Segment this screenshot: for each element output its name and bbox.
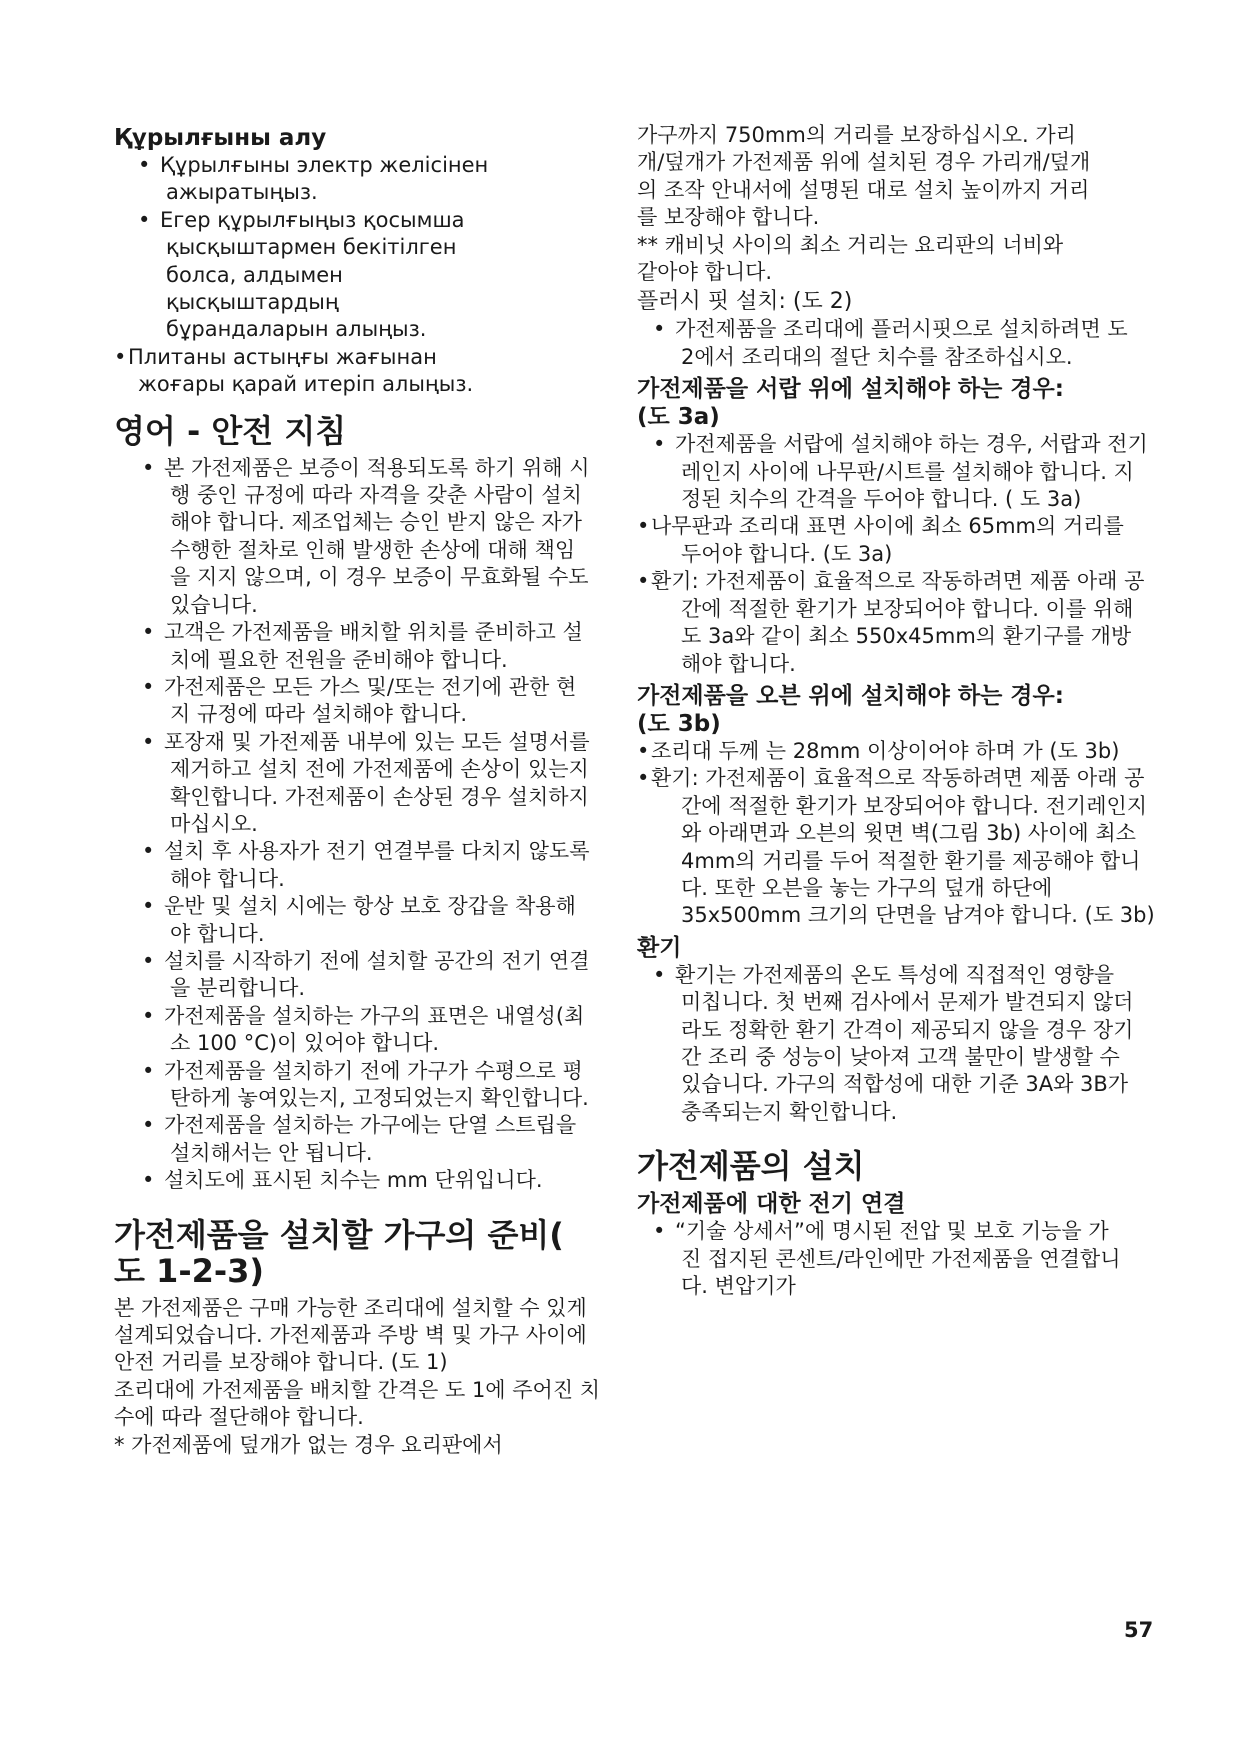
safety-list bbox=[114, 455, 594, 1195]
ventilation-title: 환기 bbox=[637, 934, 682, 961]
furniture-prep-title: 가전제품을 설치할 가구의 준비( 도 1-2-3) bbox=[114, 1215, 564, 1290]
right-column bbox=[637, 123, 1155, 1300]
kz-section-title: Құрылғыны алу bbox=[114, 125, 327, 151]
list-item: • Құрылғыны электр желісінен ажыратыңыз. bbox=[138, 153, 489, 205]
list-item: • 가전제품을 설치하는 가구에는 단열 스트립을 설치해서는 안 됩니다. bbox=[142, 1113, 577, 1165]
list-item: •Плитаны астыңғы жағынан жоғары қарай итеріп алыңыз. bbox=[114, 344, 474, 397]
list-item: • 포장재 및 가전제품 내부에 있는 모든 설명서를 제거하고 설치 전에 가전제품에 손상이 있는지 확인합니다. 가전제품이 손상된 경우 설치하지 마십시오. bbox=[142, 729, 590, 836]
drawer-install-title: 가전제품을 서랍 위에 설치해야 하는 경우: (도 3a) bbox=[637, 376, 1064, 431]
flush-fit-title: 플러시 핏 설치: (도 2) bbox=[637, 289, 853, 315]
list-item: • 가전제품은 모든 가스 및/또는 전기에 관한 현지 규정에 따라 설치해야 합니다. bbox=[142, 674, 577, 727]
list-item: • 본 가전제품은 보증이 적용되도록 하기 위해 시행 중인 규정에 따라 자격을 갖춘 사람이 설치해야 합니다. 제조업체는 승인 받지 않은 자가 수행한 절차로 인해 발생한 손상에 대해 책임을 지지 않으며, 이 경우 보증이 무효화될 수도 있습니다. bbox=[142, 455, 590, 617]
list-item: • 가전제품을 설치하는 가구의 표면은 내열성(최소 100 °C)이 있어야 합니다. bbox=[142, 1003, 585, 1056]
list-item: •조리대 두께 는 28mm 이상이어야 하며 가 (도 3b) bbox=[637, 738, 1120, 763]
paragraph: * 가전제품에 덮개가 없는 경우 요리판에서 bbox=[114, 1432, 503, 1457]
list-item: • 운반 및 설치 시에는 항상 보호 장갑을 착용해야 합니다. bbox=[142, 894, 576, 946]
paragraph: 본 가전제품은 구매 가능한 조리대에 설치할 수 있게 설계되었습니다. 가전제품과 주방 벽 및 가구 사이에 안전 거리를 보장해야 합니다. (도 1) bbox=[114, 1295, 587, 1375]
paragraph: 가구까지 750mm의 거리를 보장하십시오. 가리개/덮개가 가전제품 위에 설치된 경우 가리개/덮개의 조작 안내서에 설명된 대로 설치 높이까지 거리를 보장해야 합니다. bbox=[637, 123, 1091, 230]
list-item: •나무판과 조리대 표면 사이에 최소 65mm의 거리를 두어야 합니다. (도 3a) bbox=[637, 514, 1124, 566]
oven-install-title: 가전제품을 오븐 위에 설치해야 하는 경우: (도 3b) bbox=[637, 682, 1064, 737]
paragraph: 조리대에 가전제품을 배치할 간격은 도 1에 주어진 치수에 따라 절단해야 합니다. bbox=[114, 1377, 601, 1430]
list-item: • 설치 후 사용자가 전기 연결부를 다치지 않도록 해야 합니다. bbox=[142, 839, 590, 891]
list-item: •환기: 가전제품이 효율적으로 작동하려면 제품 아래 공간에 적절한 환기가 보장되어야 합니다. 이를 위해 도 3a와 같이 최소 550x45mm의 환기구를 개방해야 합니다. bbox=[637, 569, 1145, 676]
left-column bbox=[114, 124, 614, 1459]
paragraph: ** 캐비닛 사이의 최소 거리는 요리판의 너비와 같아야 합니다. bbox=[637, 232, 1064, 285]
page-number: 57 bbox=[1124, 1618, 1154, 1642]
list-item: • “기술 상세서”에 명시된 전압 및 보호 기능을 가진 접지된 콘센트/라인에만 가전제품을 연결합니다. 변압기가 bbox=[653, 1219, 1121, 1298]
list-item: • 설치를 시작하기 전에 설치할 공간의 전기 연결을 분리합니다. bbox=[142, 948, 590, 1001]
list-item: • 환기는 가전제품의 온도 특성에 직접적인 영향을 미칩니다. 첫 번째 검사에서 문제가 발견되지 않더라도 정확한 환기 간격이 제공되지 않을 경우 장기간 조리 중 성능이 낮아져 고객 불만이 발생할 수 있습니다. 가구의 적합성에 대한 기준 3A와 3B가 충족되는지 확인합니다. bbox=[653, 962, 1134, 1124]
list-item: • 가전제품을 설치하기 전에 가구가 수평으로 평탄하게 놓여있는지, 고정되었는지 확인합니다. bbox=[142, 1058, 589, 1110]
installation-title: 가전제품의 설치 bbox=[637, 1147, 865, 1186]
electrical-connection-title: 가전제품에 대한 전기 연결 bbox=[637, 1191, 906, 1218]
list-item: • 고객은 가전제품을 배치할 위치를 준비하고 설치에 필요한 전원을 준비해야 합니다. bbox=[142, 620, 583, 672]
list-item: • 설치도에 표시된 치수는 mm 단위입니다. bbox=[142, 1168, 543, 1193]
list-item: • 가전제품을 서랍에 설치해야 하는 경우, 서랍과 전기레인지 사이에 나무판/시트를 설치해야 합니다. 지정된 치수의 간격을 두어야 합니다. ( 도 3a) bbox=[653, 432, 1148, 512]
list-item: •환기: 가전제품이 효율적으로 작동하려면 제품 아래 공간에 적절한 환기가 보장되어야 합니다. 전기레인지와 아래면과 오븐의 윗면 벽(그림 3b) 사이에 최소 4mm의 거리를 두어 적절한 환기를 제공해야 합니다. 또한 오븐을 놓는 가구의 덮개 하단에 35x500mm 크기의 단면을 남겨야 합니다. (도 3b) bbox=[637, 766, 1155, 928]
list-item: • 가전제품을 조리대에 플러시핏으로 설치하려면 도 2에서 조리대의 절단 치수를 참조하십시오. bbox=[653, 317, 1128, 369]
safety-section-title: 영어 - 안전 지침 bbox=[114, 411, 347, 450]
list-item: • Егер құрылғыңыз қосымша қысқыштармен бекітілген болса, алдымен қысқыштардың бұрандаларын алыңыз. bbox=[138, 207, 465, 342]
